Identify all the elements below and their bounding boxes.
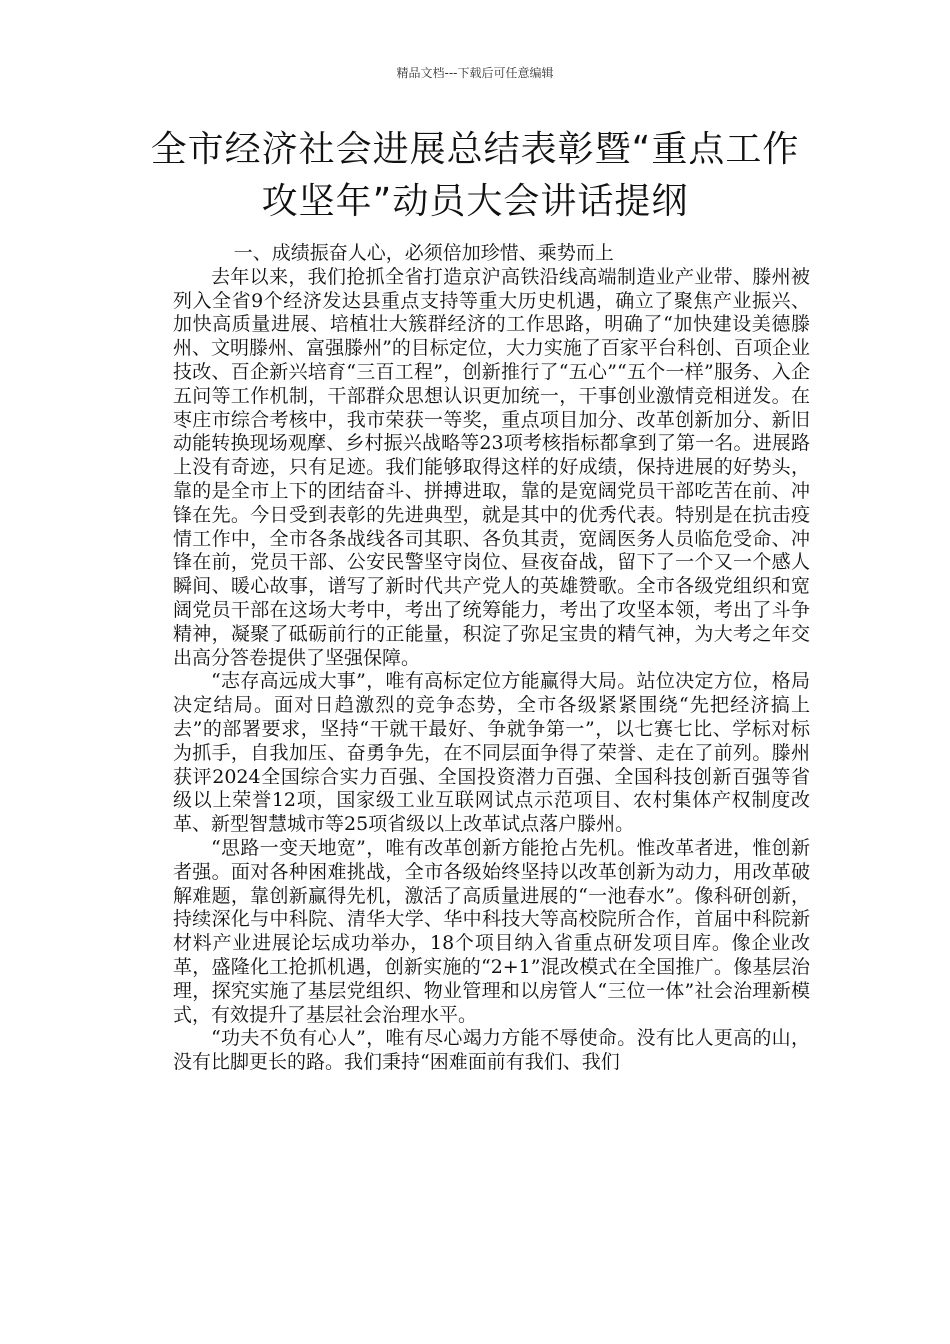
document-body <box>173 242 810 1075</box>
section-heading: 一、成绩振奋人心，必须倍加珍惜、乘势而上 <box>233 242 614 264</box>
document-title <box>120 124 830 228</box>
page-header: 精品文档---下载后可任意编辑 <box>396 66 554 80</box>
document-title-line-1: 全市经济社会进展总结表彰暨“重点工作 <box>150 129 800 170</box>
body-paragraph: “功夫不负有心人”，唯有尽心竭力方能不辱使命。没有比人更高的山，没有比脚更长的路。我们秉持“困难面前有我们、我们 <box>173 1027 810 1074</box>
body-paragraph: “志存高远成大事”，唯有高标定位方能赢得大局。站位决定方位，格局决定结局。面对日趋激烈的竞争态势，全市各级紧紧围绕“先把经济搞上去”的部署要求，坚持“干就干最好、争就争第一”，以七赛七比、学标对标为抓手，自我加压、奋勇争先，在不同层面争得了荣誉、走在了前列。滕州获评2024全国综合实力百强、全国投资潜力百强、全国科技创新百强等省级以上荣誉12项，国家级工业互联网试点示范项目、农村集体产权制度改革、新型智慧城市等25项省级以上改革试点落户滕州。 <box>173 670 810 836</box>
document-title-line-2: 攻坚年”动员大会讲话提纲 <box>261 181 689 222</box>
body-paragraph: “思路一变天地宽”，唯有改革创新方能抢占先机。惟改革者进，惟创新者强。面对各种困难挑战，全市各级始终坚持以改革创新为动力，用改革破解难题，靠创新赢得先机，激活了高质量进展的“一池春水”。像科研创新，持续深化与中科院、清华大学、华中科技大等高校院所合作，首届中科院新材料产业进展论坛成功举办，18个项目纳入省重点研发项目库。像企业改革，盛隆化工抢抓机遇，创新实施的“2+1”混改模式在全国推广。像基层治理，探究实施了基层党组织、物业管理和以房管人“三位一体”社会治理新模式，有效提升了基层社会治理水平。 <box>173 836 810 1026</box>
body-paragraph: 去年以来，我们抢抓全省打造京沪高铁沿线高端制造业产业带、滕州被列入全省9个经济发达县重点支持等重大历史机遇，确立了聚焦产业振兴、加快高质量进展、培植壮大簇群经济的工作思路，明确了“加快建设美德滕州、文明滕州、富强滕州”的目标定位，大力实施了百家平台科创、百项企业技改、百企新兴培育“三百工程”，创新推行了“五心”“五个一样”服务、入企五问等工作机制，干部群众思想认识更加统一，干事创业激情竞相迸发。在枣庄市综合考核中，我市荣获一等奖，重点项目加分、改革创新加分、新旧动能转换现场观摩、乡村振兴战略等23项考核指标都拿到了第一名。进展路上没有奇迹，只有足迹。我们能够取得这样的好成绩，保持进展的好势头，靠的是全市上下的团结奋斗、拼搏进取，靠的是宽阔党员干部吃苦在前、冲锋在先。今日受到表彰的先进典型，就是其中的优秀代表。特别是在抗击疫情工作中，全市各条战线各司其职、各负其责，宽阔医务人员临危受命、冲锋在前，党员干部、公安民警坚守岗位、昼夜奋战，留下了一个又一个感人瞬间、暖心故事，谱写了新时代共产党人的英雄赞歌。全市各级党组织和宽阔党员干部在这场大考中，考出了统筹能力，考出了攻坚本领，考出了斗争精神，凝聚了砥砺前行的正能量，积淀了弥足宝贵的精气神，为大考之年交出高分答卷提供了坚强保障。 <box>173 265 810 669</box>
